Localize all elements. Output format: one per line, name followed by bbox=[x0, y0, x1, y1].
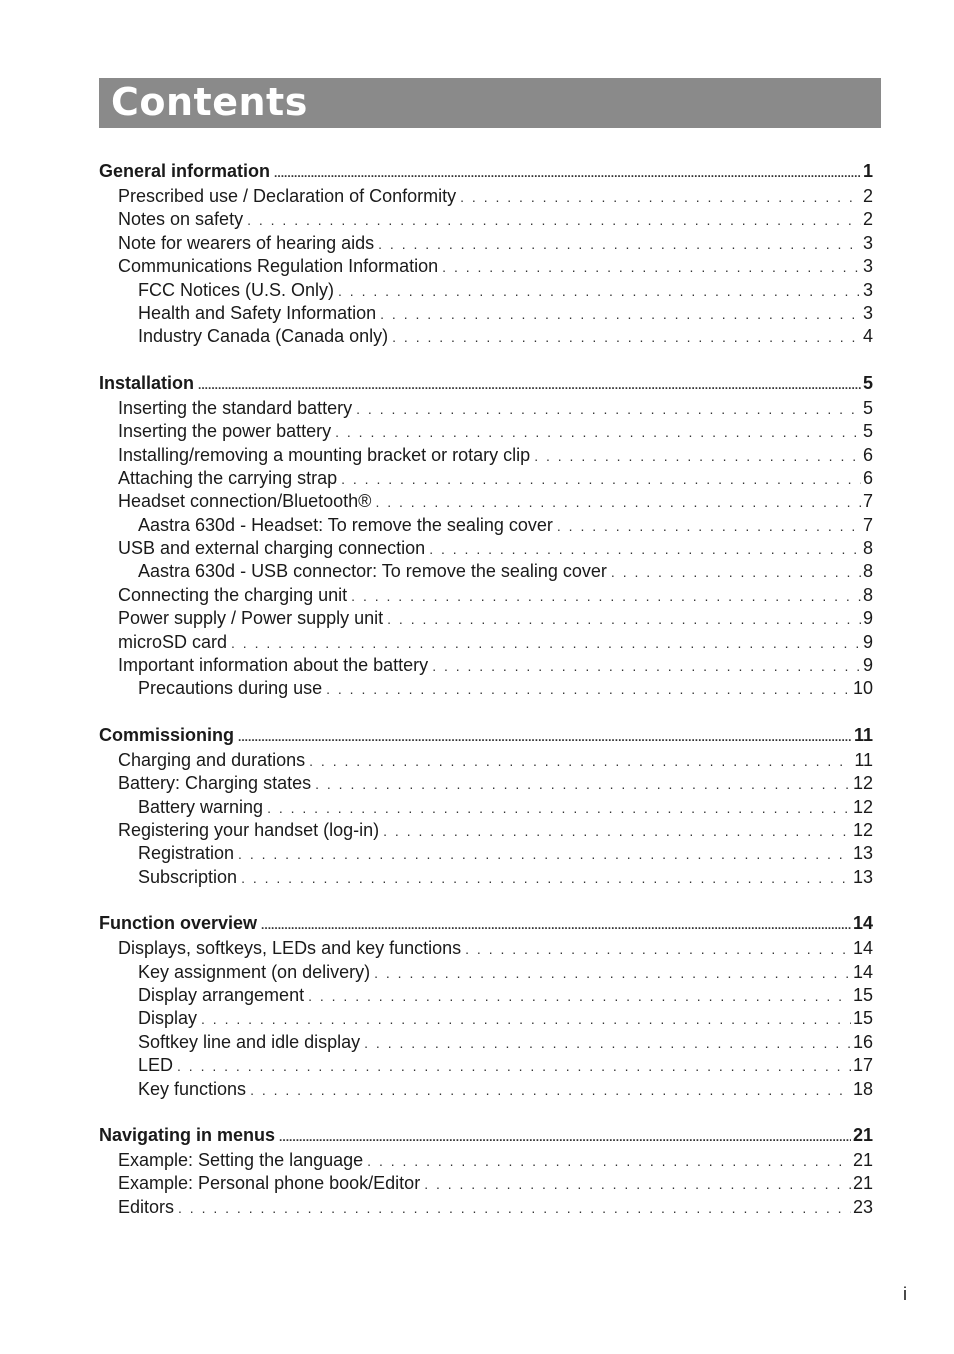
toc-entry[interactable] bbox=[99, 490, 873, 513]
toc-entry[interactable] bbox=[99, 1149, 873, 1172]
toc-entry-label: Note for wearers of hearing aids bbox=[118, 232, 375, 253]
toc-entry[interactable] bbox=[99, 185, 873, 208]
toc-entry-page: 16 bbox=[852, 1031, 873, 1052]
toc-entry[interactable] bbox=[99, 677, 873, 700]
toc-entry-page: 8 bbox=[862, 538, 873, 559]
toc-entry-page: 12 bbox=[852, 773, 873, 794]
toc-entry-page: 10 bbox=[852, 678, 873, 699]
toc-entry-page: 2 bbox=[862, 186, 873, 206]
toc-entry-page: 8 bbox=[862, 561, 873, 582]
toc-entry-page: 2 bbox=[862, 209, 873, 230]
dot-leader bbox=[356, 398, 861, 421]
toc-entry-label: Communications Regulation Information bbox=[118, 256, 439, 277]
dot-leader bbox=[198, 372, 861, 398]
toc-entry[interactable] bbox=[99, 584, 873, 607]
dot-leader bbox=[267, 797, 851, 820]
toc-entry[interactable] bbox=[99, 1007, 873, 1030]
toc-entry-page: 23 bbox=[852, 1196, 873, 1217]
toc-entry[interactable] bbox=[99, 514, 873, 537]
toc-chapter[interactable] bbox=[99, 158, 873, 184]
toc-entry[interactable] bbox=[99, 961, 873, 984]
dot-leader bbox=[309, 750, 852, 773]
toc-entry-label: Charging and durations bbox=[118, 749, 306, 770]
page-number: i bbox=[903, 1284, 907, 1304]
toc-entry-label: Prescribed use / Declaration of Conformity bbox=[118, 186, 457, 206]
toc-entry-page: 11 bbox=[854, 749, 873, 770]
dot-leader bbox=[534, 445, 861, 468]
toc-entry[interactable] bbox=[99, 1031, 873, 1054]
dot-leader bbox=[387, 608, 861, 631]
toc-entry-page: 6 bbox=[862, 467, 873, 488]
toc-entry-page: 7 bbox=[862, 514, 873, 535]
toc-entry-page: 9 bbox=[862, 608, 873, 629]
dot-leader bbox=[279, 1124, 851, 1150]
toc-entry-label: LED bbox=[138, 1055, 174, 1076]
toc-entry-label: Battery: Charging states bbox=[118, 773, 312, 794]
toc-entry-label: Industry Canada (Canada only) bbox=[138, 326, 389, 347]
toc-entry[interactable] bbox=[99, 607, 873, 630]
dot-leader bbox=[231, 632, 861, 655]
dot-leader bbox=[341, 468, 861, 491]
toc-entry-page: 14 bbox=[852, 938, 873, 959]
toc-entry-page: 15 bbox=[852, 1008, 873, 1029]
toc-entry-label: Softkey line and idle display bbox=[138, 1031, 361, 1052]
toc-entry-page: 9 bbox=[862, 631, 873, 652]
dot-leader bbox=[238, 843, 851, 866]
toc-entry[interactable] bbox=[99, 302, 873, 325]
toc-entry-label: Navigating in menus bbox=[99, 1124, 276, 1145]
toc-entry-page: 21 bbox=[852, 1173, 873, 1194]
toc-section bbox=[99, 158, 873, 349]
dot-leader bbox=[326, 678, 851, 701]
toc-entry[interactable] bbox=[99, 866, 873, 889]
dot-leader bbox=[238, 724, 852, 750]
toc-entry[interactable] bbox=[99, 842, 873, 865]
toc-entry[interactable] bbox=[99, 279, 873, 302]
toc-entry-label: Power supply / Power supply unit bbox=[118, 608, 384, 629]
toc-chapter[interactable] bbox=[99, 910, 873, 936]
toc-entry[interactable] bbox=[99, 984, 873, 1007]
toc-entry-label: Displays, softkeys, LEDs and key functions bbox=[118, 938, 462, 959]
toc-entry-label: Attaching the carrying strap bbox=[118, 467, 338, 488]
toc-entry-page: 12 bbox=[852, 796, 873, 817]
toc-section bbox=[99, 1122, 873, 1219]
dot-leader bbox=[367, 1150, 851, 1173]
dot-leader bbox=[375, 491, 861, 514]
toc-entry-label: Example: Setting the language bbox=[118, 1149, 364, 1170]
toc-entry-label: Health and Safety Information bbox=[138, 302, 377, 323]
contents-header-bar bbox=[99, 78, 881, 128]
toc-entry-page: 14 bbox=[852, 961, 873, 982]
toc-entry-label: Function overview bbox=[99, 913, 258, 934]
toc-entry-page: 7 bbox=[862, 491, 873, 512]
toc-entry-label: Battery warning bbox=[138, 796, 264, 817]
dot-leader bbox=[378, 233, 861, 256]
toc-chapter[interactable] bbox=[99, 1122, 873, 1148]
toc-entry-page: 13 bbox=[852, 843, 873, 864]
toc-entry-page: 21 bbox=[852, 1124, 873, 1145]
toc-entry-page: 3 bbox=[862, 256, 873, 277]
dot-leader bbox=[465, 938, 851, 961]
dot-leader bbox=[557, 515, 861, 538]
toc-entry-label: Inserting the power battery bbox=[118, 421, 332, 442]
dot-leader bbox=[335, 421, 861, 444]
toc-chapter[interactable] bbox=[99, 370, 873, 396]
toc-entry[interactable] bbox=[99, 444, 873, 467]
toc-entry-label: Headset connection/Bluetooth® bbox=[118, 491, 372, 512]
toc-entry-page: 11 bbox=[853, 724, 873, 745]
dot-leader bbox=[429, 538, 861, 561]
dot-leader bbox=[308, 985, 851, 1008]
toc-entry-page: 4 bbox=[862, 326, 873, 347]
toc-entry-label: Connecting the charging unit bbox=[118, 584, 348, 605]
toc-section bbox=[99, 370, 873, 701]
toc-entry-label: USB and external charging connection bbox=[118, 538, 426, 559]
toc-entry[interactable] bbox=[99, 208, 873, 231]
toc-entry[interactable] bbox=[99, 467, 873, 490]
dot-leader bbox=[364, 1032, 851, 1055]
toc-entry-label: Inserting the standard battery bbox=[118, 397, 353, 418]
toc-entry-page: 9 bbox=[862, 655, 873, 676]
dot-leader bbox=[432, 655, 861, 678]
toc-entry[interactable] bbox=[99, 1078, 873, 1101]
toc-entry-label: Registering your handset (log-in) bbox=[118, 819, 380, 840]
toc-entry[interactable] bbox=[99, 819, 873, 842]
toc-entry-label: Installing/removing a mounting bracket or rotary clip bbox=[118, 444, 531, 465]
toc-entry[interactable] bbox=[99, 255, 873, 278]
toc-entry-label: Key functions bbox=[138, 1078, 247, 1099]
toc-entry-label: Registration bbox=[138, 843, 235, 864]
toc-entry[interactable] bbox=[99, 631, 873, 654]
dot-leader bbox=[178, 1197, 851, 1220]
toc-entry-page: 12 bbox=[852, 819, 873, 840]
toc-entry-label: Example: Personal phone book/Editor bbox=[118, 1173, 421, 1194]
toc-entry-page: 1 bbox=[862, 161, 873, 181]
toc-entry-page: 6 bbox=[862, 444, 873, 465]
toc-entry-page: 8 bbox=[862, 584, 873, 605]
toc-entry-page: 3 bbox=[862, 279, 873, 300]
dot-leader bbox=[374, 962, 851, 985]
toc-entry-label: Precautions during use bbox=[138, 678, 323, 699]
toc-entry-page: 3 bbox=[862, 302, 873, 323]
toc-entry-page: 13 bbox=[852, 866, 873, 887]
toc-entry[interactable] bbox=[99, 654, 873, 677]
table-of-contents bbox=[99, 158, 873, 1240]
dot-leader bbox=[424, 1173, 851, 1196]
toc-entry-page: 17 bbox=[852, 1055, 873, 1076]
toc-entry[interactable] bbox=[99, 1054, 873, 1077]
dot-leader bbox=[201, 1008, 851, 1031]
toc-entry-label: Commissioning bbox=[99, 724, 235, 745]
dot-leader bbox=[380, 303, 861, 326]
toc-entry-page: 21 bbox=[852, 1149, 873, 1170]
toc-section bbox=[99, 722, 873, 889]
toc-entry-label: Subscription bbox=[138, 866, 238, 887]
dot-leader bbox=[315, 773, 851, 796]
toc-entry[interactable] bbox=[99, 796, 873, 819]
toc-entry[interactable] bbox=[99, 937, 873, 960]
toc-entry-page: 18 bbox=[852, 1078, 873, 1099]
toc-entry-label: Display bbox=[138, 1008, 198, 1029]
dot-leader bbox=[460, 186, 861, 209]
dot-leader bbox=[177, 1055, 851, 1078]
toc-entry[interactable] bbox=[99, 420, 873, 443]
toc-entry-label: Aastra 630d - USB connector: To remove the sealing cover bbox=[138, 561, 607, 582]
toc-entry[interactable] bbox=[99, 1196, 873, 1219]
dot-leader bbox=[241, 867, 851, 890]
toc-entry-label: FCC Notices (U.S. Only) bbox=[138, 279, 335, 300]
toc-entry[interactable] bbox=[99, 397, 873, 420]
toc-entry[interactable] bbox=[99, 772, 873, 795]
toc-entry-label: Aastra 630d - Headset: To remove the sealing cover bbox=[138, 514, 553, 535]
toc-entry[interactable] bbox=[99, 325, 873, 348]
dot-leader bbox=[261, 912, 851, 938]
toc-entry[interactable] bbox=[99, 537, 873, 560]
dot-leader bbox=[611, 561, 861, 584]
page-title: Contents bbox=[111, 80, 308, 124]
toc-section bbox=[99, 910, 873, 1101]
toc-entry-label: Key assignment (on delivery) bbox=[138, 961, 371, 982]
dot-leader bbox=[383, 820, 851, 843]
toc-entry[interactable] bbox=[99, 560, 873, 583]
toc-entry-label: Important information about the battery bbox=[118, 655, 429, 676]
toc-entry-page: 5 bbox=[862, 421, 873, 442]
toc-entry[interactable] bbox=[99, 1172, 873, 1195]
toc-entry-page: 15 bbox=[852, 984, 873, 1005]
dot-leader bbox=[442, 256, 861, 279]
toc-entry-page: 14 bbox=[852, 913, 873, 934]
dot-leader bbox=[274, 160, 861, 186]
toc-entry-page: 5 bbox=[862, 372, 873, 393]
toc-entry-label: Notes on safety bbox=[118, 209, 244, 230]
toc-entry-label: General information bbox=[99, 161, 271, 181]
dot-leader bbox=[392, 326, 861, 349]
dot-leader bbox=[351, 585, 861, 608]
toc-entry-page: 5 bbox=[862, 397, 873, 418]
toc-chapter[interactable] bbox=[99, 722, 873, 748]
dot-leader bbox=[250, 1079, 851, 1102]
dot-leader bbox=[247, 209, 861, 232]
toc-entry-label: Editors bbox=[118, 1196, 175, 1217]
toc-entry[interactable] bbox=[99, 232, 873, 255]
toc-entry-label: microSD card bbox=[118, 631, 228, 652]
toc-entry-page: 3 bbox=[862, 232, 873, 253]
toc-entry[interactable] bbox=[99, 749, 873, 772]
dot-leader bbox=[338, 280, 861, 303]
toc-entry-label: Display arrangement bbox=[138, 984, 305, 1005]
toc-entry-label: Installation bbox=[99, 372, 195, 393]
